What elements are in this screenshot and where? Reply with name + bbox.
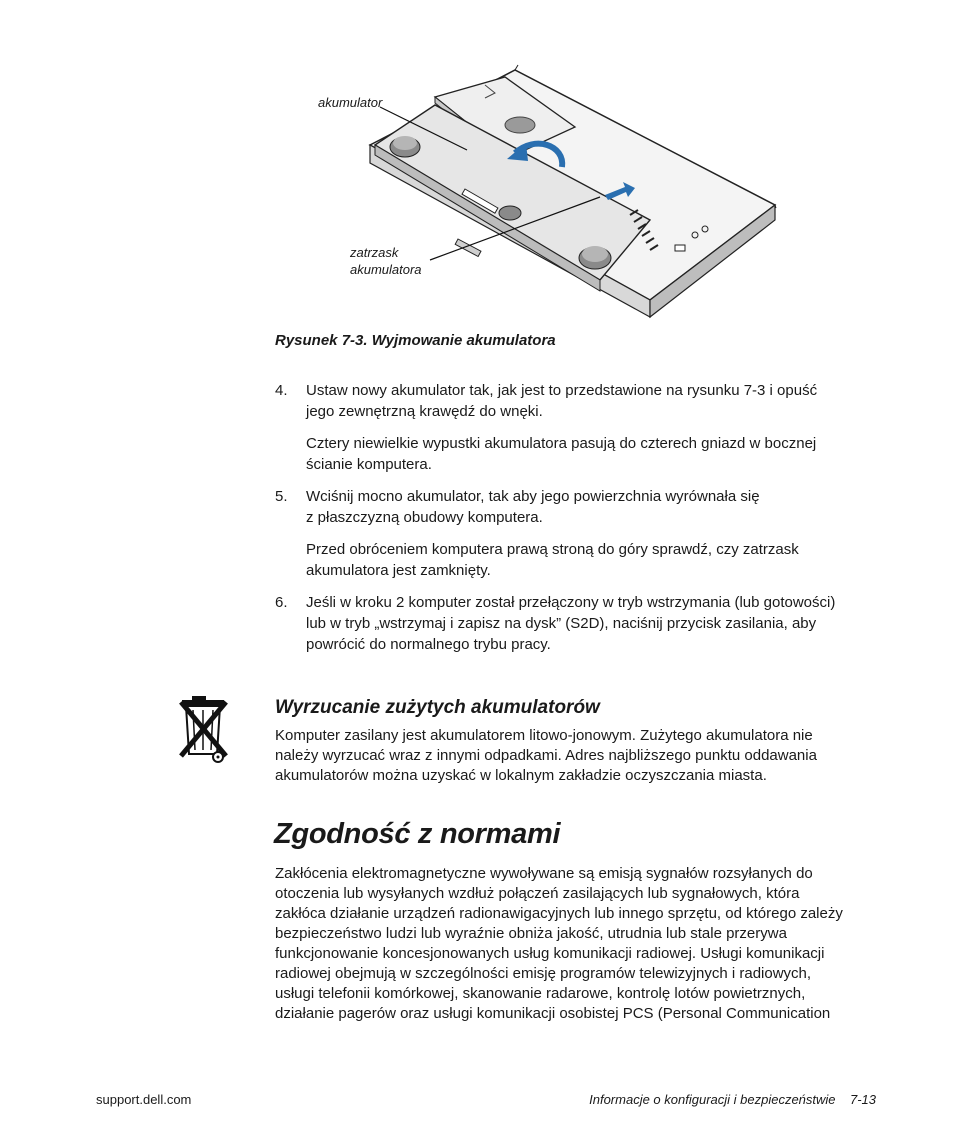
regulatory-paragraph bbox=[275, 864, 885, 1024]
latch-label-line2: akumulatora bbox=[350, 262, 422, 277]
figure-caption: Rysunek 7-3. Wyjmowanie akumulatora bbox=[275, 332, 556, 349]
paragraph-line: akumulatorów można uzyskać w lokalnym zakładzie oczyszczania miasta. bbox=[275, 767, 767, 784]
crossed-out-bin-icon bbox=[178, 694, 230, 764]
step-text-line: Wciśnij mocno akumulator, tak aby jego powierzchnia wyrównała się bbox=[306, 488, 760, 505]
footer-url: support.dell.com bbox=[96, 1092, 192, 1107]
step-number: 4. bbox=[275, 382, 288, 399]
paragraph-line: funkcjonowanie koncesjonowanych usług komunikacji radiowej. Usługi komunikacji bbox=[275, 945, 825, 962]
note-line: ścianie komputera. bbox=[306, 456, 432, 473]
paragraph-line: radiowej obejmują w szczególności emisję programów telewizyjnych i radiowych, bbox=[275, 965, 812, 982]
regulatory-heading: Zgodność z normami bbox=[274, 818, 561, 850]
battery-label: akumulator bbox=[318, 95, 383, 110]
paragraph-line: zakłóca działanie urządzeń radionawigacyjnych lub innego sprzętu, od którego zależy bbox=[275, 905, 843, 922]
battery-removal-figure bbox=[270, 55, 790, 345]
step-text-line: powrócić do normalnego trybu pracy. bbox=[306, 636, 551, 653]
list-item-step-6 bbox=[275, 592, 885, 656]
step-text-line: jego zewnętrzną krawędź do wnęki. bbox=[306, 403, 543, 420]
step-4-note bbox=[306, 433, 881, 475]
paragraph-line: Zakłócenia elektromagnetyczne wywoływane są emisją sygnałów rozsyłanych do bbox=[275, 865, 813, 882]
step-text-line: lub w tryb „wstrzymaj i zapisz na dysk” (S2D), naciśnij przycisk zasilania, aby bbox=[306, 615, 817, 632]
note-line: akumulatora jest zamknięty. bbox=[306, 562, 491, 579]
step-number: 6. bbox=[275, 594, 288, 611]
step-text-line: Jeśli w kroku 2 komputer został przełączony w tryb wstrzymania (lub gotowości) bbox=[306, 594, 836, 611]
step-text-line: z płaszczyzną obudowy komputera. bbox=[306, 509, 543, 526]
list-item-step-4 bbox=[275, 380, 885, 424]
disposal-heading: Wyrzucanie zużytych akumulatorów bbox=[275, 697, 600, 718]
paragraph-line: bezpieczeństwo ludzi lub wyraźnie obniża jakość, utrudnia lub stale przerywa bbox=[275, 925, 787, 942]
paragraph-line: otoczenia lub wysyłanych wzdłuż połączeń zasilających lub sygnałowych, która bbox=[275, 885, 800, 902]
list-item-step-5 bbox=[275, 486, 885, 530]
latch-label-line1: zatrzask bbox=[350, 245, 399, 260]
step-5-note bbox=[306, 539, 881, 581]
paragraph-line: należy wyrzucać wraz z innymi odpadkami. Adres najbliższego punktu oddawania bbox=[275, 747, 817, 764]
paragraph-line: Komputer zasilany jest akumulatorem litowo-jonowym. Zużytego akumulatora nie bbox=[275, 727, 813, 744]
step-number: 5. bbox=[275, 488, 288, 505]
paragraph-line: działanie pagerów oraz usługi komunikacji osobistej PCS (Personal Communication bbox=[275, 1005, 831, 1022]
paragraph-line: usługi telefonii komórkowej, skanowanie radarowe, kontrolę lotów powietrznych, bbox=[275, 985, 806, 1002]
note-line: Przed obróceniem komputera prawą stroną do góry sprawdź, czy zatrzask bbox=[306, 541, 799, 558]
step-text-line: Ustaw nowy akumulator tak, jak jest to przedstawione na rysunku 7-3 i opuść bbox=[306, 382, 818, 399]
footer-page-info: Informacje o konfiguracji i bezpieczeństwie 7-13 bbox=[589, 1092, 876, 1107]
disposal-paragraph bbox=[275, 726, 885, 786]
note-line: Cztery niewielkie wypustki akumulatora pasują do czterech gniazd w bocznej bbox=[306, 435, 817, 452]
